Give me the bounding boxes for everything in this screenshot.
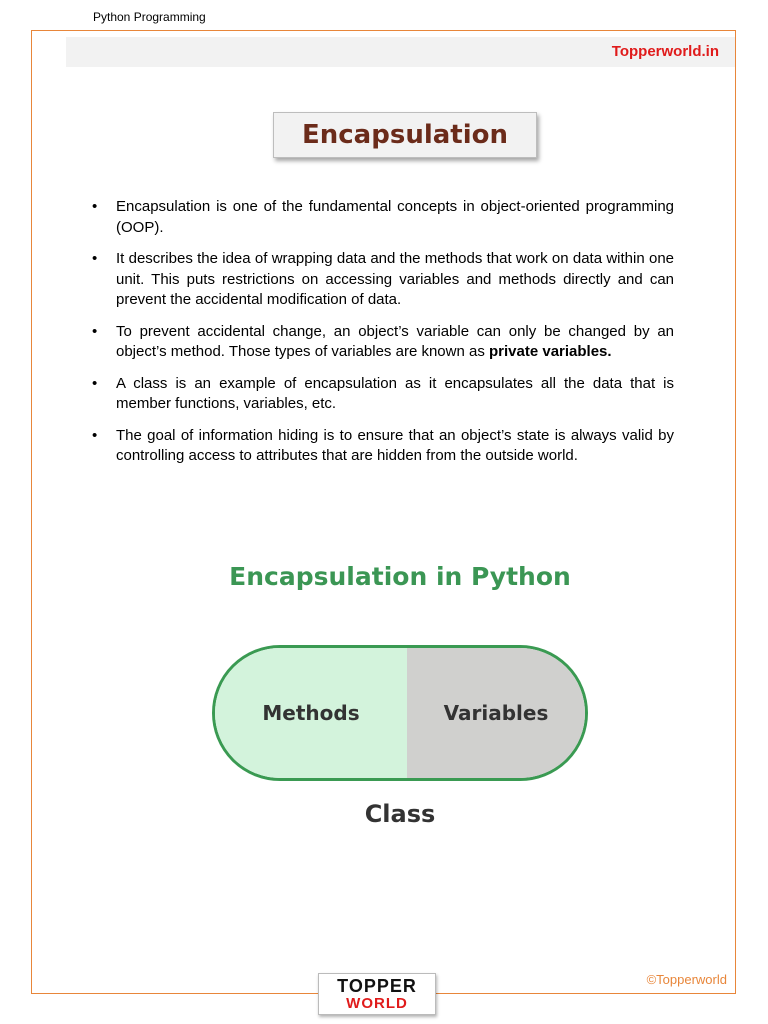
- bullet-text: It describes the idea of wrapping data and the methods that work on data within one unit. This puts restrictions on accessing variables and methods directly and can prevent the accidental modification of data.: [116, 250, 674, 308]
- bullet-text: The goal of information hiding is to ensure that an object’s state is always valid by controlling access to attributes that are hidden from the outside world.: [116, 426, 674, 464]
- diagram-title: Encapsulation in Python: [229, 562, 571, 591]
- logo-top-text: TOPPER: [337, 976, 417, 996]
- title-box: [273, 112, 537, 158]
- methods-label: Methods: [262, 701, 360, 725]
- document-header: Python Programming: [93, 10, 206, 24]
- bullet-item: [90, 249, 674, 311]
- bullet-list: [90, 197, 674, 478]
- copyright-text: ©Topperworld: [646, 972, 727, 987]
- page-title: Encapsulation: [302, 120, 508, 150]
- bullet-item: [90, 426, 674, 467]
- bullet-item: [90, 197, 674, 238]
- logo-bottom-text: WORLD: [346, 995, 408, 1012]
- page-border: [31, 30, 736, 994]
- class-label: Class: [364, 800, 436, 828]
- bullet-text: Encapsulation is one of the fundamental concepts in object-oriented programming (OOP).: [116, 198, 674, 236]
- bullet-text: To prevent accidental change, an object’s variable can only be changed by an object’s method. Those types of variables are known as: [116, 322, 674, 360]
- bullet-item: [90, 374, 674, 415]
- class-capsule: [212, 645, 588, 781]
- topperworld-logo: [318, 973, 436, 1015]
- bullet-bold-term: private variables.: [489, 343, 612, 360]
- bullet-item: [90, 322, 674, 363]
- site-name: Topperworld.in: [611, 43, 719, 60]
- site-banner: [66, 37, 735, 67]
- variables-section: [407, 648, 585, 778]
- variables-label: Variables: [443, 701, 549, 725]
- methods-section: [215, 648, 407, 778]
- bullet-text: A class is an example of encapsulation as it encapsulates all the data that is member functions, variables, etc.: [116, 374, 674, 412]
